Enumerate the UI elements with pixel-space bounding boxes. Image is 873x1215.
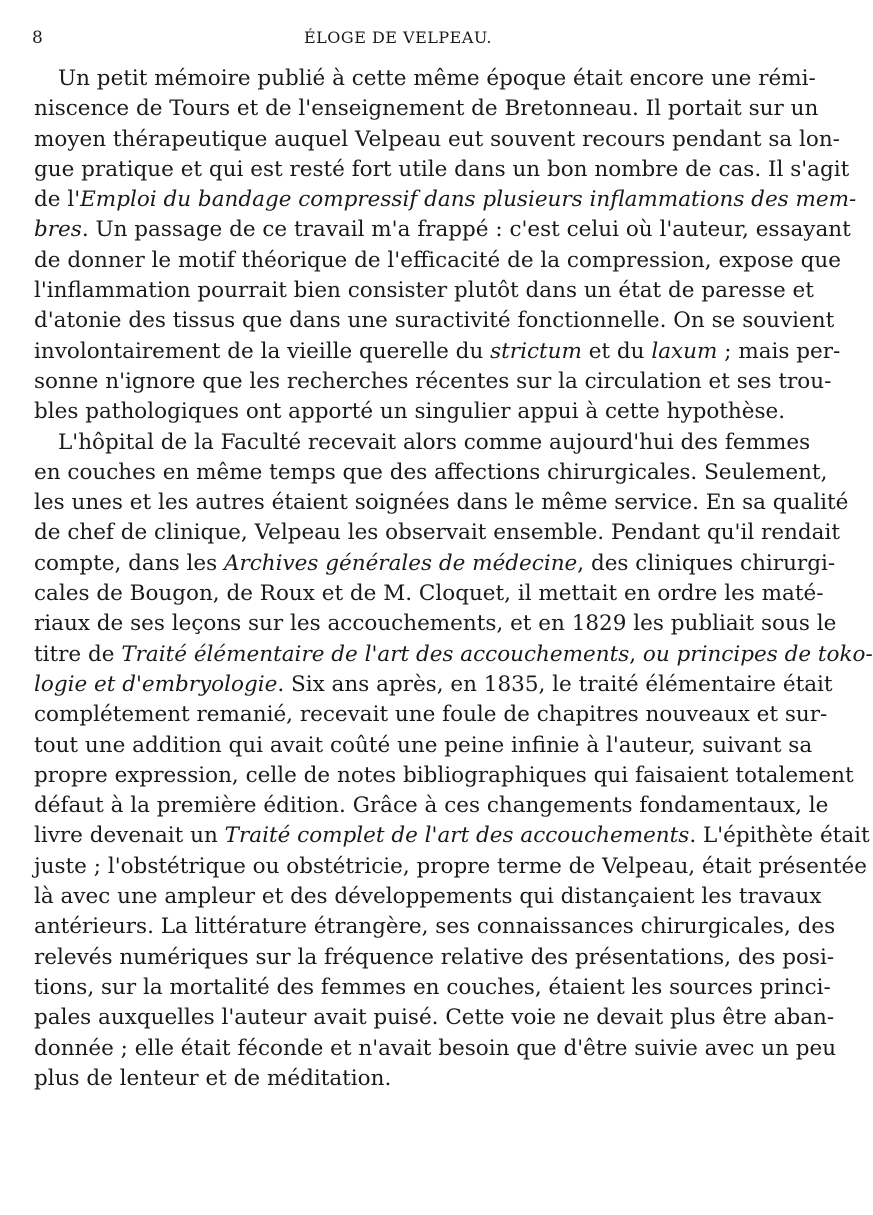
text-run: en couches en même temps que des affections chirurgicales. Seulement, xyxy=(34,459,828,485)
text-line xyxy=(34,640,873,670)
text-line xyxy=(34,700,828,730)
text-run: niscence de Tours et de l'enseignement de Bretonneau. Il portait sur un xyxy=(34,96,819,122)
text-line xyxy=(34,94,819,124)
text-run: et du xyxy=(581,338,652,364)
text-run: ; mais per- xyxy=(717,338,841,364)
text-line xyxy=(34,518,840,548)
italic-title: bres xyxy=(34,217,82,243)
text-line xyxy=(34,852,867,882)
text-line xyxy=(34,579,824,609)
text-run: sonne n'ignore que les recherches récentes sur la circulation et ses trou- xyxy=(34,368,832,394)
text-run: de donner le motif théorique de l'efficacité de la compression, expose que xyxy=(34,247,841,273)
text-run: tout une addition qui avait coûté une peine infinie à l'auteur, suivant sa xyxy=(34,732,813,758)
text-run: Un petit mémoire publié à cette même époque était encore une rémi- xyxy=(58,66,816,91)
italic-title: Traité élémentaire de l'art des accouchements xyxy=(121,641,630,667)
text-run: défaut à la première édition. Grâce à ces changements fondamentaux, le xyxy=(34,793,829,819)
paragraph xyxy=(34,64,857,428)
text-run: plus de lenteur et de méditation. xyxy=(34,1065,392,1091)
italic-title: strictum xyxy=(490,338,582,364)
running-title: ÉLOGE DE VELPEAU. xyxy=(303,28,493,47)
text-run: de l' xyxy=(34,187,81,213)
text-run: là avec une ampleur et des développements qui distançaient les travaux xyxy=(34,884,822,910)
text-run: titre de xyxy=(34,641,122,667)
text-line xyxy=(34,731,813,761)
text-run: cales de Bougon, de Roux et de M. Cloquet, il mettait en ordre les maté- xyxy=(34,581,824,607)
text-run: propre expression, celle de notes bibliographiques qui faisaient totalement xyxy=(34,762,854,788)
text-line xyxy=(34,1003,835,1033)
text-run: compte, dans les xyxy=(34,550,224,576)
page-number: 8 xyxy=(32,28,43,48)
text-run: pales auxquelles l'auteur avait puisé. Cette voie ne devait plus être aban- xyxy=(34,1005,835,1031)
text-line xyxy=(34,337,841,367)
italic-title: Archives générales de médecine xyxy=(223,550,578,576)
text-run: bles pathologiques ont apporté un singulier appui à cette hypothèse. xyxy=(34,399,786,425)
text-run: , des cliniques chirurgi- xyxy=(577,550,836,576)
text-line xyxy=(34,215,851,245)
text-line xyxy=(34,458,828,488)
text-line xyxy=(34,549,836,579)
text-line xyxy=(34,761,854,791)
text-run: complétement remanié, recevait une foule de chapitres nouveaux et sur- xyxy=(34,702,828,728)
text-line xyxy=(34,1034,837,1064)
text-run: relevés numériques sur la fréquence relative des présentations, des posi- xyxy=(34,944,835,970)
text-run: moyen thérapeutique auquel Velpeau eut souvent recours pendant sa lon- xyxy=(34,126,840,152)
text-line xyxy=(34,943,835,973)
text-line xyxy=(34,185,857,215)
text-run: riaux de ses leçons sur les accouchements, et en 1829 les publiait sous le xyxy=(34,611,837,637)
text-run: , xyxy=(629,641,643,667)
text-line xyxy=(34,912,836,942)
italic-title: logie et d'embryologie xyxy=(34,671,278,697)
text-run: gue pratique et qui est resté fort utile dans un bon nombre de cas. Il s'agit xyxy=(34,156,850,182)
text-line xyxy=(34,64,816,94)
text-run: antérieurs. La littérature étrangère, ses connaissances chirurgicales, des xyxy=(34,914,836,940)
text-line xyxy=(34,488,849,518)
paragraph xyxy=(34,428,873,1095)
text-line xyxy=(34,276,814,306)
text-run: involontairement de la vieille querelle du xyxy=(34,338,491,364)
text-run: tions, sur la mortalité des femmes en couches, étaient les sources princi- xyxy=(34,974,831,1000)
text-run: . Six ans après, en 1835, le traité élémentaire était xyxy=(277,671,833,697)
text-line xyxy=(34,882,822,912)
text-run: juste ; l'obstétrique ou obstétricie, propre terme de Velpeau, était présentée xyxy=(34,853,867,879)
italic-title: laxum xyxy=(651,338,718,364)
page-header xyxy=(32,28,764,52)
text-run: . L'épithète était xyxy=(689,823,870,849)
text-line xyxy=(34,397,786,427)
text-line xyxy=(34,609,837,639)
body-text xyxy=(34,64,873,1094)
italic-title: Emploi du bandage compressif dans plusieurs inflammations des mem- xyxy=(80,187,857,213)
text-line xyxy=(34,125,840,155)
text-run: les unes et les autres étaient soignées dans le même service. En sa qualité xyxy=(34,490,849,516)
text-line xyxy=(34,246,841,276)
italic-title: ou principes de toko- xyxy=(642,641,873,667)
text-run: l'inflammation pourrait bien consister plutôt dans un état de paresse et xyxy=(34,278,814,304)
text-run: livre devenait un xyxy=(34,823,225,849)
text-line xyxy=(34,670,833,700)
text-run: d'atonie des tissus que dans une suractivité fonctionnelle. On se souvient xyxy=(34,308,835,334)
text-line xyxy=(34,428,811,458)
text-line xyxy=(34,306,835,336)
text-run: donnée ; elle était féconde et n'avait besoin que d'être suivie avec un peu xyxy=(34,1035,837,1061)
text-line xyxy=(34,973,831,1003)
text-line xyxy=(34,155,850,185)
text-run: L'hôpital de la Faculté recevait alors comme aujourd'hui des femmes xyxy=(58,429,811,455)
text-line xyxy=(34,791,829,821)
text-line xyxy=(34,1064,764,1094)
text-run: de chef de clinique, Velpeau les observait ensemble. Pendant qu'il rendait xyxy=(34,520,840,546)
italic-title: Traité complet de l'art des accouchements xyxy=(224,823,690,849)
text-line xyxy=(34,367,832,397)
text-run: . Un passage de ce travail m'a frappé : c'est celui où l'auteur, essayant xyxy=(81,217,851,243)
text-line xyxy=(34,821,870,851)
